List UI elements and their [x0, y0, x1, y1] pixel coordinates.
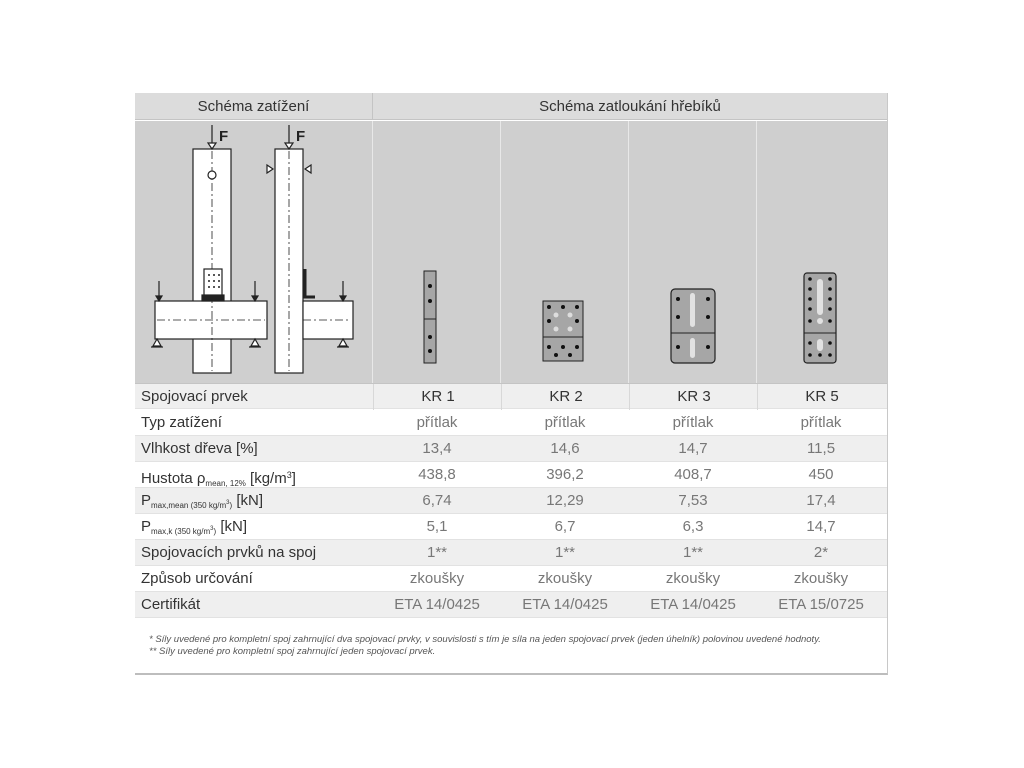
row-label: Spojovacích prvků na spoj — [141, 544, 317, 561]
load-diagram — [135, 121, 373, 383]
cell-kr5: zkoušky — [793, 570, 849, 587]
header-load-scheme-label: Schéma zatížení — [197, 97, 310, 115]
row-label — [141, 514, 247, 540]
cell-kr5: přítlak — [800, 414, 842, 431]
cell-kr3: 1** — [682, 544, 704, 561]
cell-kr2: 396,2 — [546, 466, 584, 483]
cell-kr3: 7,53 — [678, 492, 708, 509]
row-label: Vlhkost dřeva [%] — [141, 440, 258, 457]
kr3-bracket — [629, 121, 757, 383]
cell-kr1: 5,1 — [426, 518, 448, 535]
kr5-image-cell — [757, 121, 887, 383]
kr3-image-cell — [629, 121, 757, 383]
cell-kr3: 6,3 — [682, 518, 704, 535]
kr1-image-cell — [373, 121, 501, 383]
cell-kr2: 1** — [554, 544, 576, 561]
cell-kr1: 6,74 — [422, 492, 452, 509]
cell-kr3: KR 3 — [629, 384, 758, 410]
row-label: Typ zatížení — [141, 414, 222, 431]
cell-kr3: ETA 14/0425 — [650, 596, 736, 613]
cell-kr5: 17,4 — [806, 492, 836, 509]
label-sub — [151, 527, 216, 536]
label-sub-text: max,mean (350 kg/m — [151, 501, 227, 510]
cell-kr5: 450 — [808, 466, 834, 483]
cell-kr2: 12,29 — [546, 492, 584, 509]
label-main: P — [141, 518, 152, 535]
label-sup: 3 — [286, 470, 292, 480]
cell-kr5: ETA 15/0725 — [778, 596, 864, 613]
label-sub-end: ) — [229, 501, 233, 510]
footnotes — [149, 634, 821, 658]
label-end: ] — [291, 470, 296, 487]
label-sub-end: ) — [213, 527, 217, 536]
table-row-product — [135, 383, 887, 409]
load-diagram-cell — [135, 121, 373, 383]
label-main: Hustota ρ — [141, 470, 206, 487]
label-sub: mean, 12% — [205, 479, 246, 488]
cell-kr2: ETA 14/0425 — [522, 596, 608, 613]
cell-kr2: přítlak — [544, 414, 586, 431]
kr1-bracket — [373, 121, 501, 383]
row-label: Spojovací prvek — [141, 388, 248, 405]
row-label: Certifikát — [141, 596, 201, 613]
footnote-2: ** Síly uvedené pro kompletní spoj zahrnující jeden spojovací prvek. — [149, 646, 436, 657]
load-table — [135, 93, 888, 675]
cell-kr2: zkoušky — [537, 570, 593, 587]
kr2-image-cell — [501, 121, 629, 383]
cell-kr1: 438,8 — [418, 466, 456, 483]
cell-kr1: 13,4 — [422, 440, 452, 457]
cell-kr2: 14,6 — [550, 440, 580, 457]
label-sub — [151, 501, 232, 510]
table-row-pmax-k — [135, 514, 887, 540]
cell-kr1: přítlak — [416, 414, 458, 431]
label-unit: [kg/m — [245, 470, 287, 487]
label-sub-text: max,k (350 kg/m — [151, 527, 211, 536]
label-sub-sup: 3 — [210, 526, 214, 532]
label-unit: [kN] — [216, 518, 248, 535]
table-row-certificate — [135, 592, 887, 618]
table-row-moisture — [135, 436, 887, 462]
header-nailing-scheme-label: Schéma zatloukání hřebíků — [539, 97, 721, 115]
cell-kr3: zkoušky — [665, 570, 721, 587]
row-label — [141, 488, 263, 514]
force-label-2: F — [296, 128, 306, 145]
cell-kr5: 2* — [813, 544, 829, 561]
cell-kr5: 14,7 — [806, 518, 836, 535]
config-1 — [151, 125, 267, 373]
cell-kr1: 1** — [426, 544, 448, 561]
header-load-scheme — [135, 93, 373, 120]
table-row-load-type — [135, 410, 887, 436]
label-unit: [kN] — [232, 492, 264, 509]
table-row-density — [135, 462, 887, 488]
kr5-bracket — [757, 121, 887, 383]
cell-kr5: KR 5 — [757, 384, 886, 410]
row-label: Způsob určování — [141, 570, 253, 587]
footnote-1: * Síly uvedené pro kompletní spoj zahrnující dva spojovací prvky, v souvislosti s tím je síla na jeden spojovací prvek (jeden úhelník) polovinou uvedené hodnoty. — [149, 634, 821, 645]
cell-kr3: přítlak — [672, 414, 714, 431]
label-sub-sup: 3 — [226, 500, 230, 506]
cell-kr3: 408,7 — [674, 466, 712, 483]
table-row-fasteners — [135, 540, 887, 566]
cell-kr2: 6,7 — [554, 518, 576, 535]
config-2 — [267, 125, 353, 373]
table-row-method — [135, 566, 887, 592]
cell-kr1: KR 1 — [373, 384, 502, 410]
cell-kr1: zkoušky — [409, 570, 465, 587]
cell-kr3: 14,7 — [678, 440, 708, 457]
row-label — [141, 462, 296, 488]
table-row-pmax-mean — [135, 488, 887, 514]
force-label-1: F — [219, 128, 229, 145]
cell-kr1: ETA 14/0425 — [394, 596, 480, 613]
cell-kr2: KR 2 — [501, 384, 630, 410]
kr2-bracket — [501, 121, 629, 383]
label-main: P — [141, 492, 152, 509]
header-nailing-scheme — [373, 93, 887, 120]
cell-kr5: 11,5 — [806, 440, 836, 457]
